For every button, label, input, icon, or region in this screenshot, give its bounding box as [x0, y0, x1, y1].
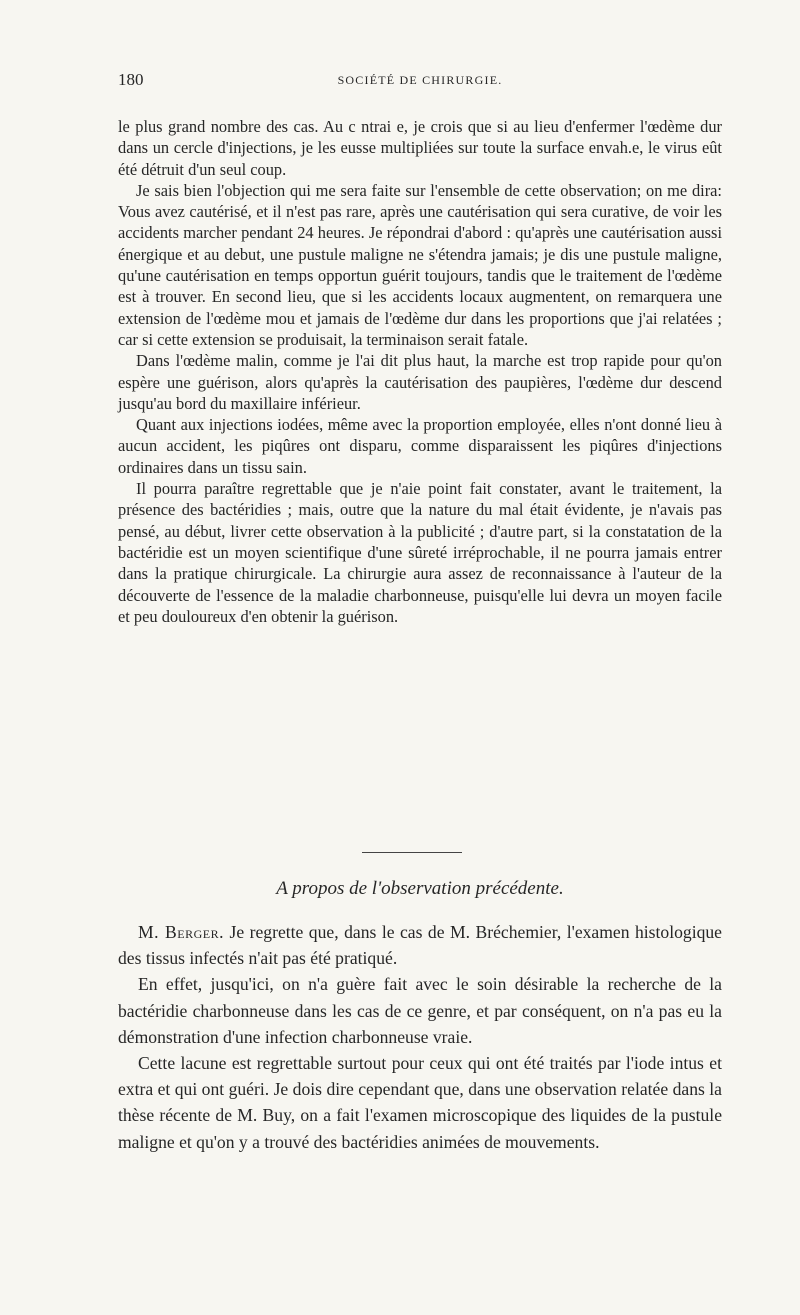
section-heading: A propos de l'observation précédente. [276, 878, 564, 899]
paragraph: le plus grand nombre des cas. Au c ntrai e, je crois que si au lieu d'enfermer l'œdème dur dans un cercle d'injections, je les eusse multipliées sur toute la surface envah.e, le virus eût été détruit d'un seul coup. [118, 117, 722, 179]
running-title: SOCIÉTÉ DE CHIRURGIE. [337, 73, 503, 87]
paragraph-text: Je regrette que, dans le cas de M. Bréchemier, l'examen histologique des tissus infectés n'ait pas été pratiqué. [118, 922, 722, 969]
paragraph: En effet, jusqu'ici, on n'a guère fait avec le soin désirable la recherche de la bactéridie charbonneuse dans les cas de ce genre, et par conséquent, on n'a pas eu la démonstration d'une infection charbonneuse vraie. [118, 974, 722, 1047]
discussion-text [118, 919, 722, 1155]
paragraph [118, 919, 722, 971]
paragraph: Je sais bien l'objection qui me sera faite sur l'ensemble de cette observation; on me dira: Vous avez cautérisé, et il n'est pas rare, après une cautérisation qui sera curative, de voir les accidents marcher pendant 24 heures. Je répondrai d'abord : qu'après une cautérisation aussi énergique et au debut, une pustule maligne ne s'étendra jamais; je dis une pustule maligne, qu'une cautérisation en temps opportun guérit toujours, tandis que le traitement de l'œdème est à trouver. En second lieu, que si les accidents locaux augmentent, on remarquera une extension de l'œdème mou et jamais de l'œdème dur dans les proportions que j'ai relatées ; car si cette extension se produisait, la terminaison serait fatale. [118, 180, 722, 349]
paragraph: Cette lacune est regrettable surtout pour ceux qui ont été traités par l'iode intus et extra et qui ont guéri. Je dois dire cependant que, dans une observation relatée dans la thèse récente de M. Buy, on a fait l'examen microscopique des liquides de la pustule maligne et qu'on y a trouvé des bactéridies animées de mouvements. [118, 1053, 722, 1152]
page-number: 180 [118, 70, 144, 89]
paragraph: Dans l'œdème malin, comme je l'ai dit plus haut, la marche est trop rapide pour qu'on espère une guérison, alors qu'après la cautérisation des paupières, l'œdème dur descend jusqu'au bord du maxillaire inférieur. [118, 351, 722, 413]
paragraph: Il pourra paraître regrettable que je n'aie point fait constater, avant le traitement, la présence des bactéridies ; mais, outre que la nature du mal était évidente, je n'avais pas pensé, au début, livrer cette observation à la publicité ; d'autre part, si la constatation de la bactéridie est un moyen scientifique d'une sûreté irréprochable, il ne pourra jamais entrer dans la pratique chirurgicale. La chirurgie aura assez de reconnaissance à l'auteur de la découverte de l'essence de la maladie charbonneuse, puisqu'elle lui devra un moyen facile et peu douloureux d'en obtenir la guérison. [118, 479, 722, 626]
running-head [118, 70, 722, 94]
paragraph: Quant aux injections iodées, même avec la proportion employée, elles n'ont donné lieu à aucun accident, les piqûres ont disparu, comme disparaissent les piqûres d'injections ordinaires dans un tissu sain. [118, 415, 722, 477]
section-divider [362, 852, 462, 853]
observation-text [118, 116, 722, 627]
speaker-name: M. Berger. [138, 922, 224, 942]
